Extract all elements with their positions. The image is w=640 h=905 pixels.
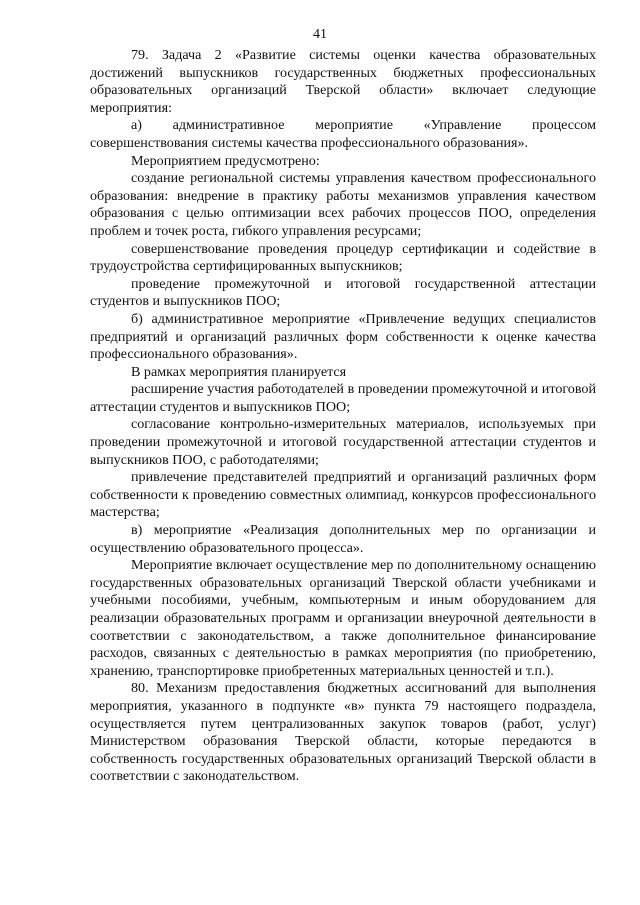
- paragraph-measure-includes: Мероприятие включает осуществление мер по дополнительному оснащению государственных образовательных организаций Тверской области учебниками и учебными пособиями, учебным, компьютерным и иным оборудованием для реализации образовательных программ и организации внеурочной деятельности в соответствии с законодательством, а также дополнительное финансирование расходов, связанных с деятельностью в рамках мероприятия (по приобретению, хранению, транспортировке приобретенных материальных ценностей и т.п.).: [90, 557, 596, 679]
- paragraph-quality-system: создание региональной системы управления качеством профессионального образования: внедрение в практику работы механизмов управления качеством образования с целью оптимизации всех рабочих процессов ПОО, определения проблем и точек роста, гибкого управления ресурсами;: [90, 170, 596, 239]
- paragraph-item-a: а) административное мероприятие «Управление процессом совершенствования системы качества профессионального образования».: [90, 117, 596, 151]
- paragraph-80-mechanism: 80. Механизм предоставления бюджетных ассигнований для выполнения мероприятия, указанного в подпункте «в» пункта 79 настоящего подраздела, осуществляется путем централизованных закупок товаров (работ, услуг) Министерством образования Тверской области, которые передаются в собственность государственных образовательных организаций Тверской области в соответствии с законодательством.: [90, 680, 596, 785]
- paragraph-olympiads: привлечение представителей предприятий и организаций различных форм собственности к проведению совместных олимпиад, конкурсов профессионального мастерства;: [90, 469, 596, 521]
- paragraph-planned-heading: В рамках мероприятия планируется: [131, 363, 347, 380]
- paragraph-item-b: б) административное мероприятие «Привлечение ведущих специалистов предприятий и организаций различных форм собственности к оценке качества профессионального образования».: [90, 310, 596, 363]
- paragraph-79-intro: 79. Задача 2 «Развитие системы оценки качества образовательных достижений выпускников государственных бюджетных профессиональных образовательных организаций Тверской области» включает следующие мероприятия:: [90, 47, 596, 116]
- document-body: [90, 47, 596, 786]
- paragraph-measuring-materials: согласование контрольно-измерительных материалов, используемых при проведении промежуточной и итоговой государственной аттестации студентов и выпускников ПОО, с работодателями;: [90, 416, 596, 468]
- paragraph-attestation: проведение промежуточной и итоговой государственной аттестации студентов и выпускников ПОО;: [90, 275, 596, 310]
- paragraph-certification: совершенствование проведения процедур сертификации и содействие в трудоустройства сертифицированных выпускников;: [90, 240, 596, 275]
- paragraph-provided-heading: Мероприятием предусмотрено:: [131, 152, 320, 169]
- paragraph-item-v: в) мероприятие «Реализация дополнительных мер по организации и осуществлению образовательного процесса».: [90, 522, 596, 556]
- page-number: 41: [313, 27, 327, 42]
- paragraph-employers-participation: расширение участия работодателей в проведении промежуточной и итоговой аттестации студентов и выпускников ПОО;: [90, 381, 596, 415]
